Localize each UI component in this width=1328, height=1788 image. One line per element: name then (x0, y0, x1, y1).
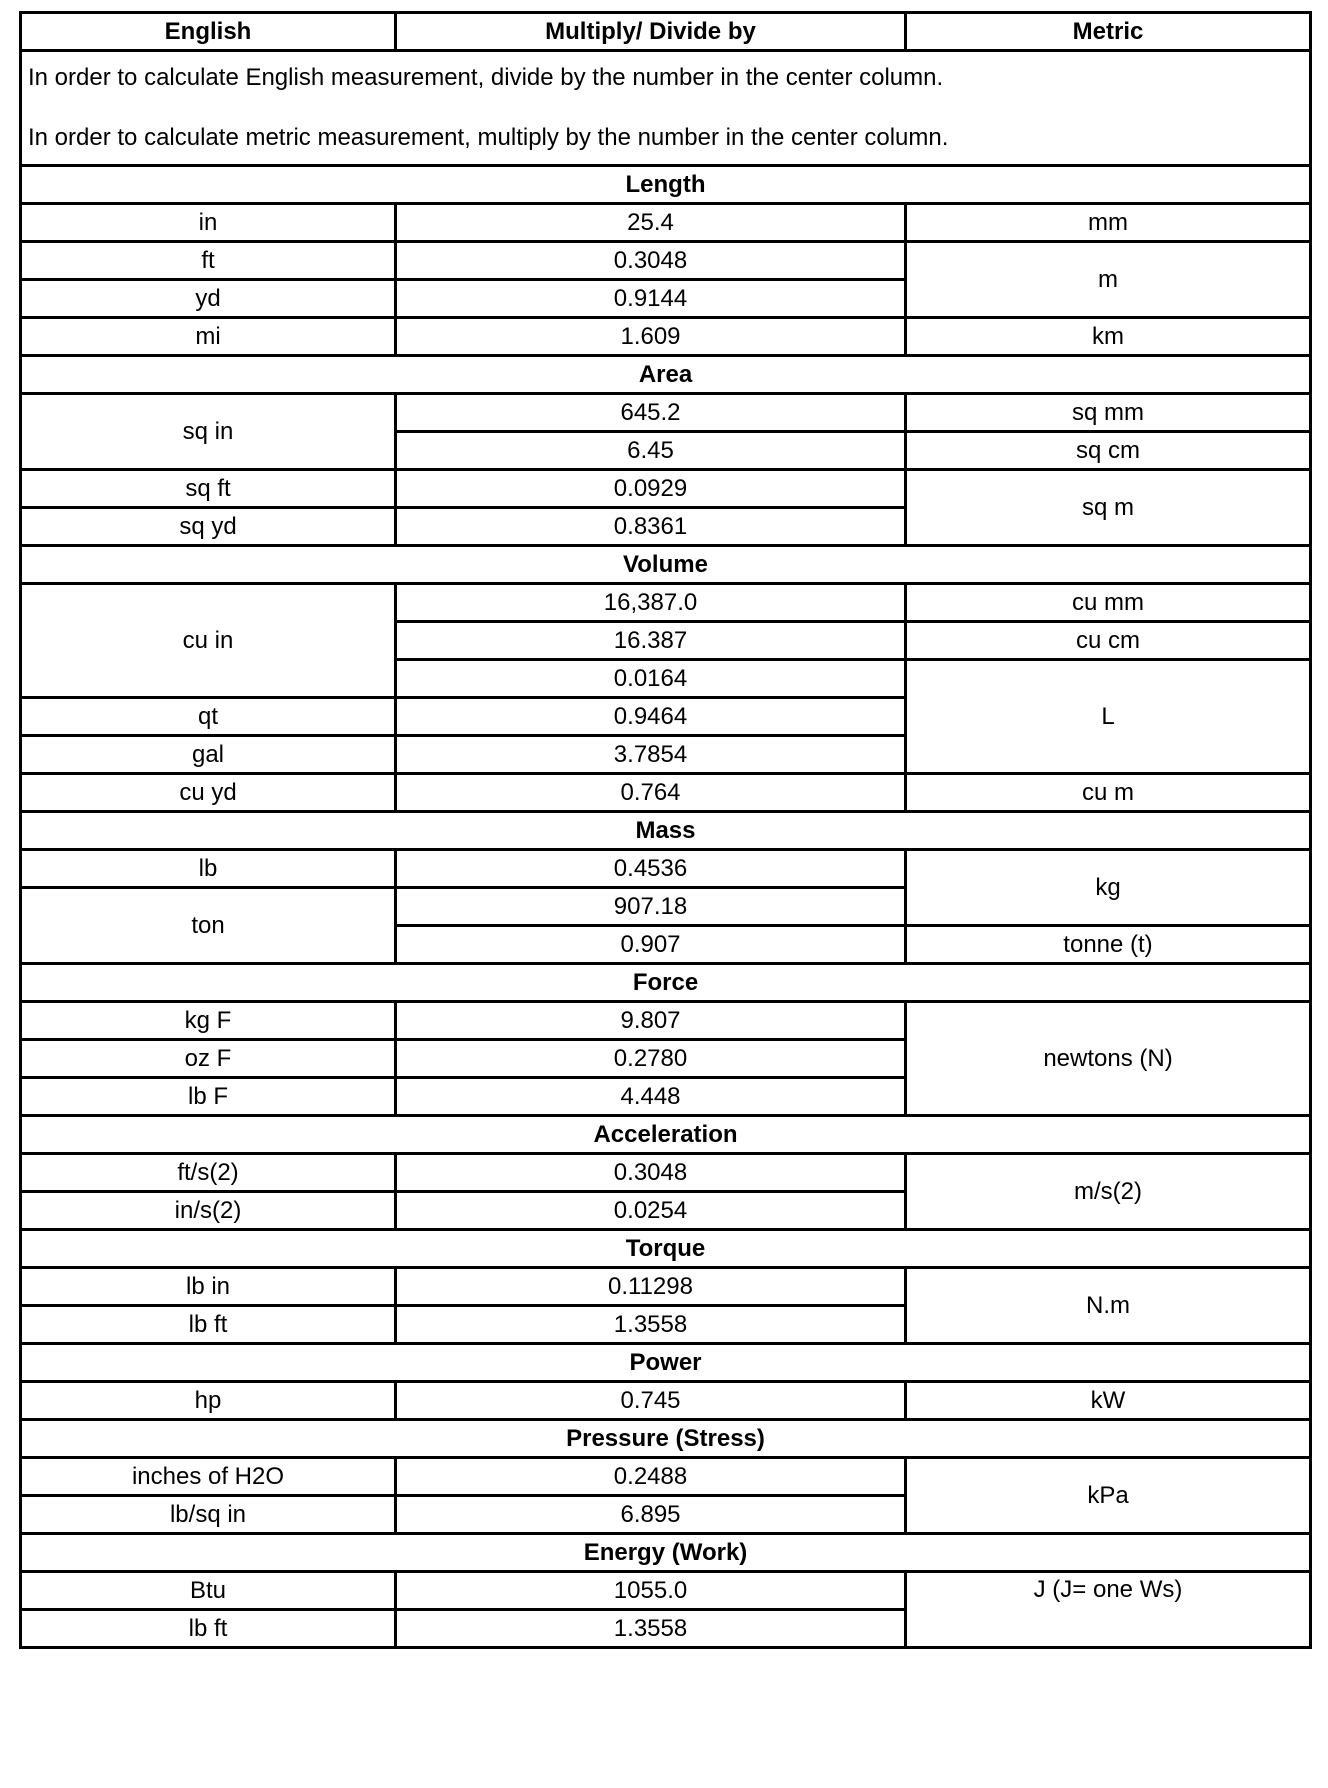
table-row (21, 242, 1311, 280)
factor-value: 0.2780 (396, 1040, 906, 1078)
factor-value: 3.7854 (396, 736, 906, 774)
metric-unit: cu mm (906, 584, 1311, 622)
header-factor: Multiply/ Divide by (396, 13, 906, 51)
section-length: Length (21, 166, 1311, 204)
table-row (21, 1458, 1311, 1496)
metric-unit: sq m (906, 470, 1311, 546)
english-unit: lb (21, 850, 396, 888)
metric-unit: m/s(2) (906, 1154, 1311, 1230)
english-unit: in (21, 204, 396, 242)
section-acceleration: Acceleration (21, 1116, 1311, 1154)
english-unit: cu in (21, 584, 396, 698)
factor-value: 1.3558 (396, 1610, 906, 1648)
metric-unit: m (906, 242, 1311, 318)
english-unit: sq ft (21, 470, 396, 508)
section-power: Power (21, 1344, 1311, 1382)
section-mass: Mass (21, 812, 1311, 850)
conversion-table (19, 11, 1312, 1649)
table-row (21, 1154, 1311, 1192)
factor-value: 0.0929 (396, 470, 906, 508)
section-torque: Torque (21, 1230, 1311, 1268)
english-unit: ton (21, 888, 396, 964)
table-row (21, 470, 1311, 508)
english-unit: oz F (21, 1040, 396, 1078)
instructions-cell (21, 51, 1311, 166)
metric-unit: L (906, 660, 1311, 774)
section-force: Force (21, 964, 1311, 1002)
table-row (21, 394, 1311, 432)
table-row (21, 850, 1311, 888)
factor-value: 4.448 (396, 1078, 906, 1116)
english-unit: in/s(2) (21, 1192, 396, 1230)
english-unit: kg F (21, 1002, 396, 1040)
english-unit: lb in (21, 1268, 396, 1306)
factor-value: 6.895 (396, 1496, 906, 1534)
factor-value: 907.18 (396, 888, 906, 926)
english-unit: lb ft (21, 1610, 396, 1648)
table-row (21, 1572, 1311, 1610)
english-unit: gal (21, 736, 396, 774)
factor-value: 1.609 (396, 318, 906, 356)
factor-value: 0.3048 (396, 1154, 906, 1192)
table-row (21, 204, 1311, 242)
table-row (21, 1382, 1311, 1420)
section-pressure: Pressure (Stress) (21, 1420, 1311, 1458)
metric-unit: N.m (906, 1268, 1311, 1344)
factor-value: 1.3558 (396, 1306, 906, 1344)
factor-value: 0.3048 (396, 242, 906, 280)
section-energy: Energy (Work) (21, 1534, 1311, 1572)
section-volume: Volume (21, 546, 1311, 584)
english-unit: qt (21, 698, 396, 736)
factor-value: 645.2 (396, 394, 906, 432)
factor-value: 16.387 (396, 622, 906, 660)
instruction-english: In order to calculate English measurement, divide by the number in the center column. (28, 64, 944, 91)
english-unit: lb F (21, 1078, 396, 1116)
metric-unit: J (J= one Ws) (906, 1572, 1311, 1648)
factor-value: 0.2488 (396, 1458, 906, 1496)
section-area: Area (21, 356, 1311, 394)
factor-value: 0.745 (396, 1382, 906, 1420)
english-unit: cu yd (21, 774, 396, 812)
factor-value: 9.807 (396, 1002, 906, 1040)
english-unit: mi (21, 318, 396, 356)
metric-unit: cu cm (906, 622, 1311, 660)
metric-unit: cu m (906, 774, 1311, 812)
metric-unit: kPa (906, 1458, 1311, 1534)
factor-value: 25.4 (396, 204, 906, 242)
factor-value: 0.764 (396, 774, 906, 812)
english-unit: hp (21, 1382, 396, 1420)
header-english: English (21, 13, 396, 51)
metric-unit: kW (906, 1382, 1311, 1420)
metric-unit: sq cm (906, 432, 1311, 470)
metric-unit: kg (906, 850, 1311, 926)
english-unit: sq in (21, 394, 396, 470)
metric-unit: newtons (N) (906, 1002, 1311, 1116)
header-metric: Metric (906, 13, 1311, 51)
metric-unit: sq mm (906, 394, 1311, 432)
english-unit: sq yd (21, 508, 396, 546)
factor-value: 0.11298 (396, 1268, 906, 1306)
table-row (21, 318, 1311, 356)
factor-value: 0.4536 (396, 850, 906, 888)
english-unit: inches of H2O (21, 1458, 396, 1496)
factor-value: 1055.0 (396, 1572, 906, 1610)
factor-value: 0.9144 (396, 280, 906, 318)
factor-value: 0.0254 (396, 1192, 906, 1230)
english-unit: ft/s(2) (21, 1154, 396, 1192)
english-unit: yd (21, 280, 396, 318)
metric-unit: mm (906, 204, 1311, 242)
header-row (21, 13, 1311, 51)
table-row (21, 1268, 1311, 1306)
instruction-metric: In order to calculate metric measurement, multiply by the number in the center column. (28, 124, 949, 151)
factor-value: 0.907 (396, 926, 906, 964)
instructions-row (21, 51, 1311, 166)
metric-unit: tonne (t) (906, 926, 1311, 964)
english-unit: ft (21, 242, 396, 280)
english-unit: lb ft (21, 1306, 396, 1344)
factor-value: 6.45 (396, 432, 906, 470)
factor-value: 16,387.0 (396, 584, 906, 622)
metric-unit: km (906, 318, 1311, 356)
table-row (21, 774, 1311, 812)
table-row (21, 584, 1311, 622)
english-unit: lb/sq in (21, 1496, 396, 1534)
table-row (21, 1002, 1311, 1040)
factor-value: 0.9464 (396, 698, 906, 736)
factor-value: 0.8361 (396, 508, 906, 546)
english-unit: Btu (21, 1572, 396, 1610)
factor-value: 0.0164 (396, 660, 906, 698)
